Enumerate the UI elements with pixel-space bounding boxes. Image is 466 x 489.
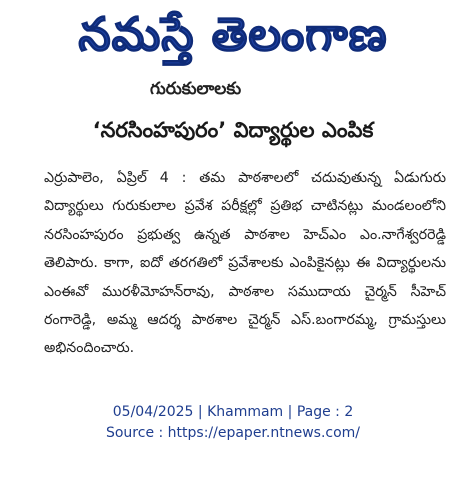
edition-info: 05/04/2025 | Khammam | Page : 2: [112, 404, 354, 420]
source-link[interactable]: Source : https://epaper.ntnews.com/: [105, 425, 361, 441]
source-footer: [0, 402, 466, 444]
next-article-headline-partial: [90, 380, 390, 390]
article-clipping: [0, 79, 466, 388]
newspaper-masthead: [0, 0, 466, 80]
article-headline: ‘నరసింహపురం’ విద్యార్థుల ఎంపిక: [92, 118, 374, 142]
article-paragraph: ఎర్రుపాలెం, ఏప్రిల్ 4 : తమ పాఠశాలలో చదువుతున్న ఏడుగురు విద్యార్థులు గురుకులాల ప్రవేశ పరీక్షల్లో ప్రతిభ చాటినట్లు మండలంలోని నరసింహపురం ప్రభుత్వ ఉన్నత పాఠశాల హెచ్ఎం ఎం.నాగేశ్వరరెడ్డి తెలిపారు. కాగా, ఐదో తరగతిలో ప్రవేశాలకు ఎంపికైనట్లు ఈ విద్యార్థులను ఎంఈవో మురళీమోహన్‌రావు, పాఠశాల సముదాయ చైర్మన్ సీహెచ్ రంగారెడ్డి, అమ్మ ఆదర్శ పాఠశాల చైర్మన్ ఎస్.బంగారమ్మ, గ్రామస్తులు అభినందించారు.: [44, 170, 446, 357]
article-overhead-partial: గురుకులాలకు: [150, 79, 242, 99]
masthead-title: నమస్తే తెలంగాణ: [78, 7, 388, 61]
article-body: [44, 164, 446, 363]
